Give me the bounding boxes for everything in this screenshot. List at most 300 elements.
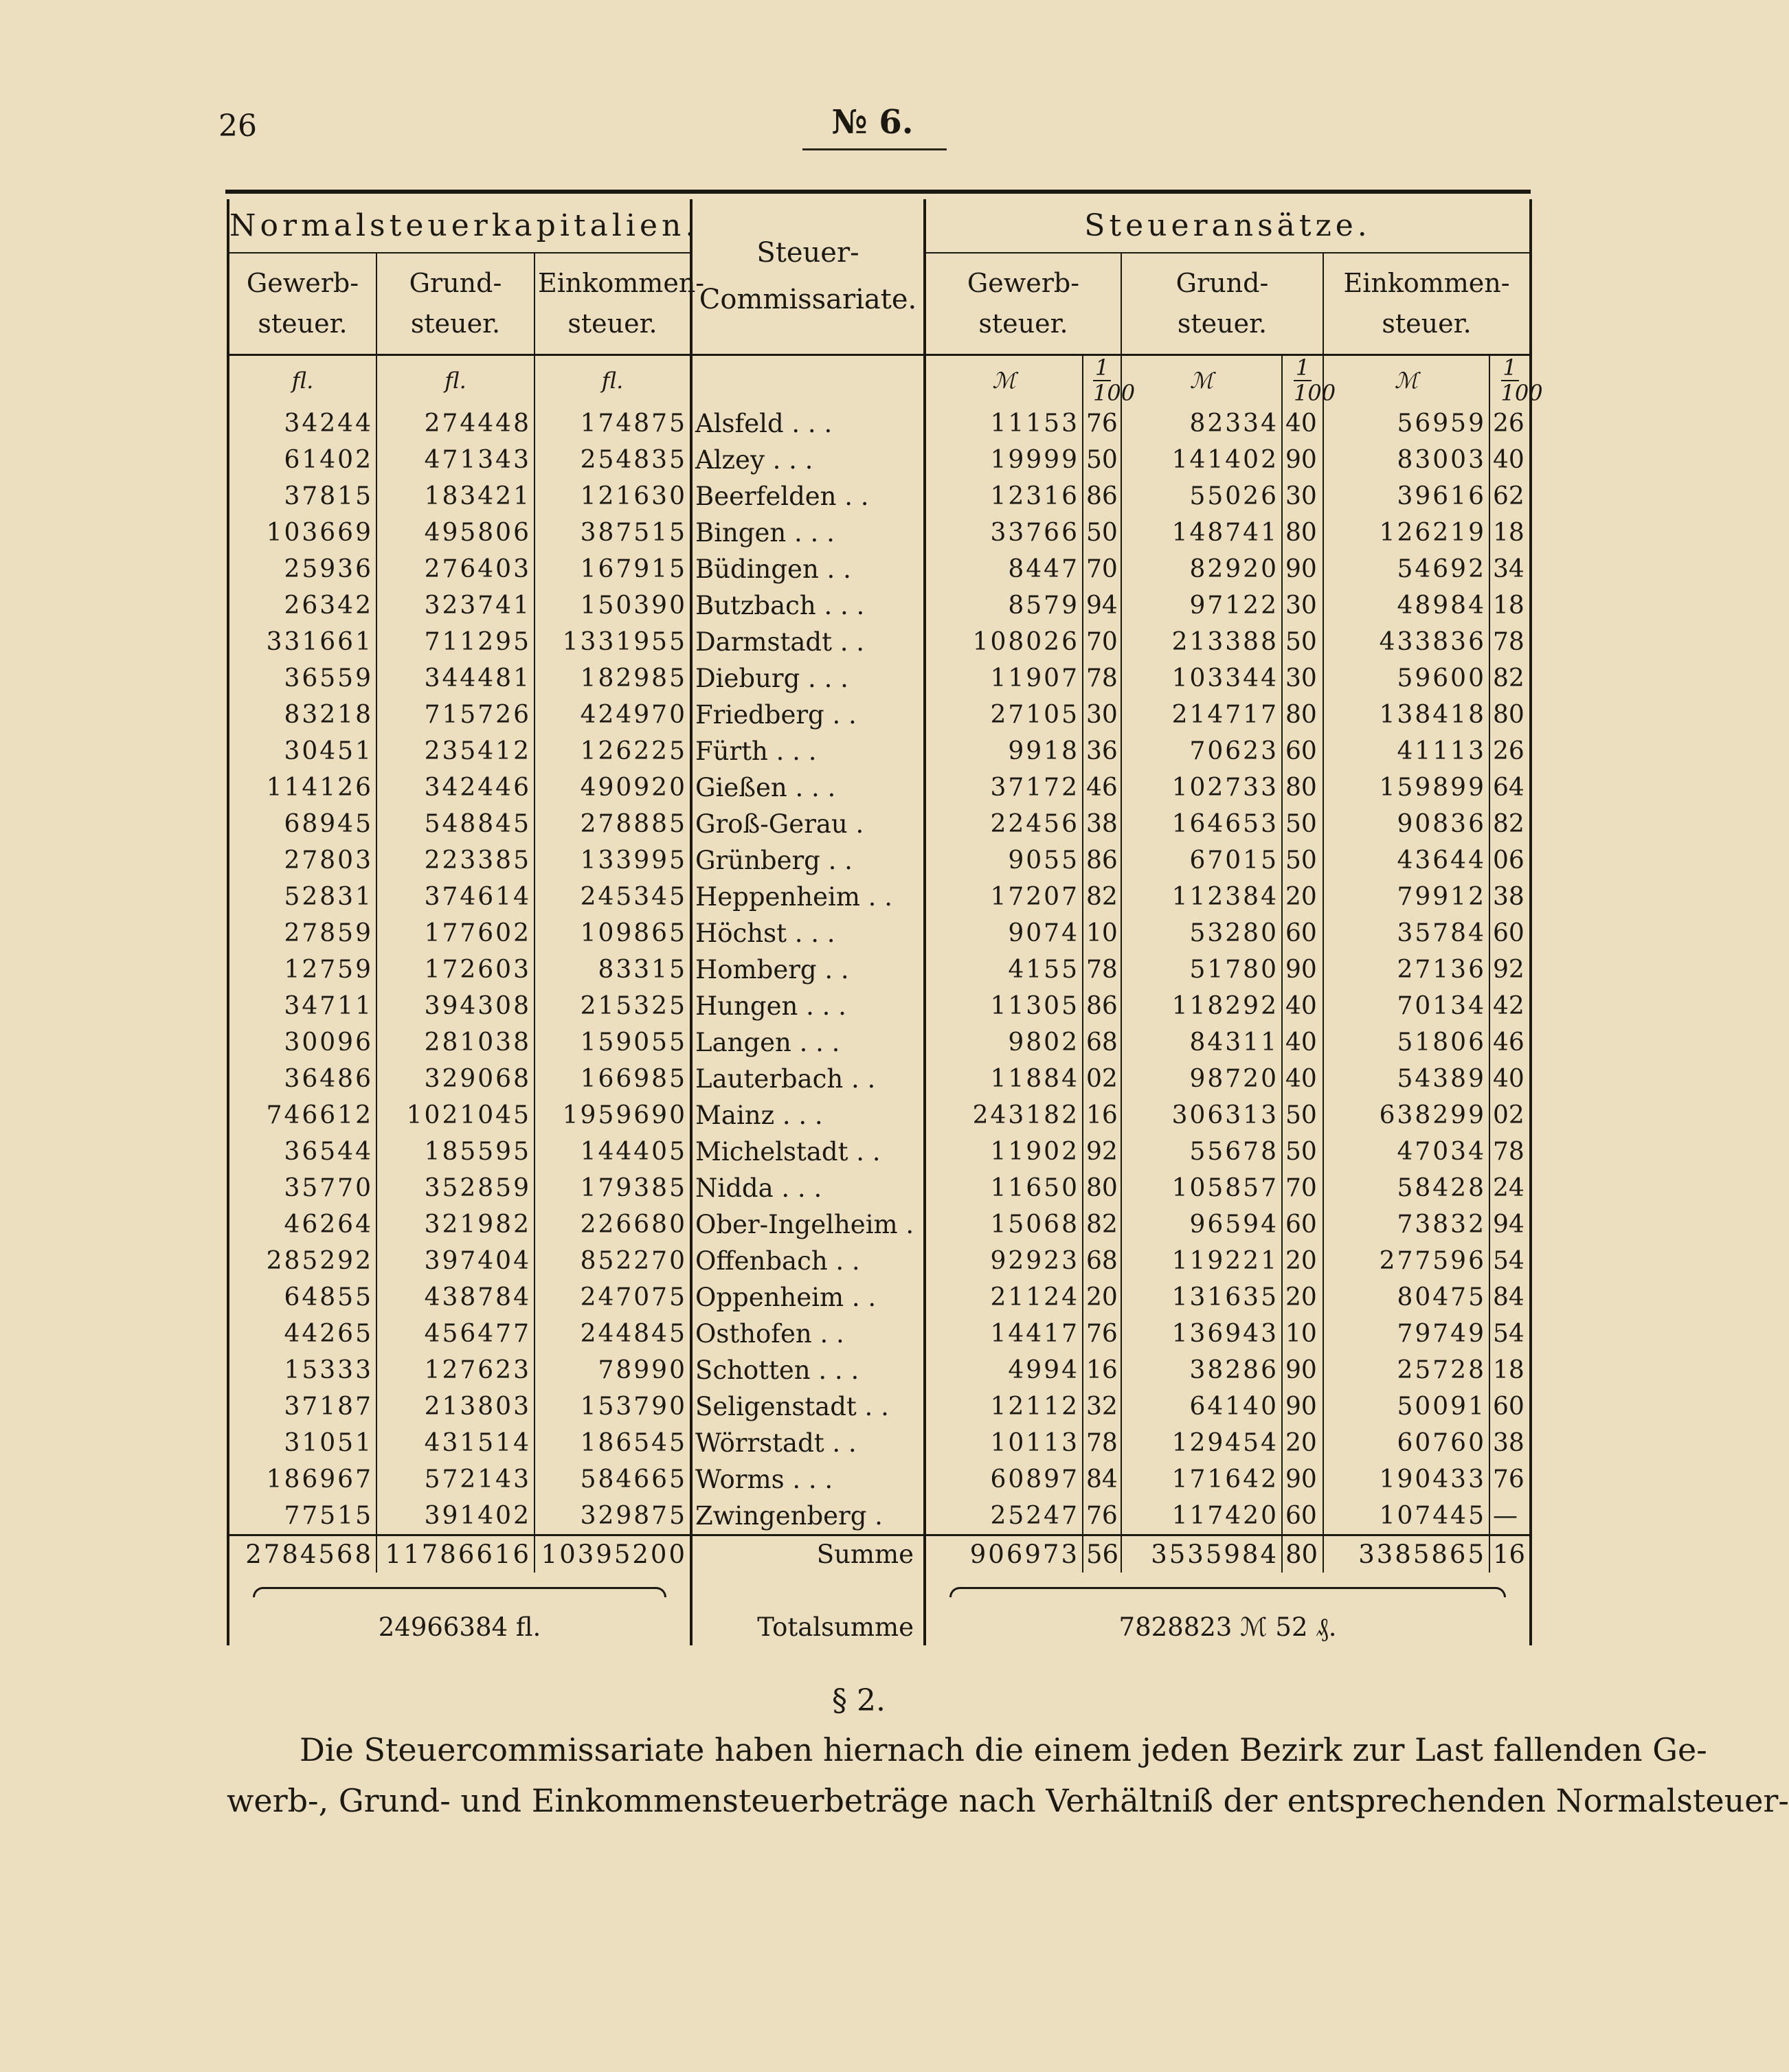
grundsteuer-capital: 329068: [376, 1061, 535, 1097]
gewerbsteuer-capital: 114126: [228, 769, 376, 806]
einkommensteuer-cents: 02: [1489, 1097, 1531, 1134]
commissariat-name: Groß-Gerau .: [691, 806, 925, 842]
einkommensteuer-rate: 60760: [1323, 1425, 1489, 1461]
einkommensteuer-cents: 92: [1489, 951, 1531, 988]
sum-einkommensteuer-cents: 16: [1489, 1535, 1531, 1573]
paragraph-number: § 2.: [832, 1683, 886, 1718]
gewerbsteuer-rate: 4994: [925, 1352, 1083, 1388]
gewerbsteuer-rate: 9802: [925, 1024, 1083, 1061]
gewerbsteuer-rate: 21124: [925, 1279, 1083, 1316]
einkommensteuer-rate: 73832: [1323, 1206, 1489, 1243]
gewerbsteuer-cents: 82: [1083, 1206, 1121, 1243]
gewerbsteuer-capital: 103669: [228, 515, 376, 551]
table-row: [228, 1498, 1531, 1535]
einkommensteuer-capital: 490920: [535, 769, 691, 806]
grundsteuer-rate: 112384: [1121, 879, 1282, 915]
gewerbsteuer-rate: 9074: [925, 915, 1083, 951]
grundsteuer-cents: 90: [1282, 1461, 1323, 1498]
commissariat-name: Worms . . .: [691, 1461, 925, 1498]
gewerbsteuer-cents: 68: [1083, 1024, 1121, 1061]
grundsteuer-capital: 397404: [376, 1243, 535, 1279]
commissariat-name: Seligenstadt . .: [691, 1388, 925, 1425]
einkommensteuer-rate: 80475: [1323, 1279, 1489, 1316]
gewerbsteuer-capital: 27859: [228, 915, 376, 951]
einkommensteuer-rate: 79912: [1323, 879, 1489, 915]
gewerbsteuer-rate: 22456: [925, 806, 1083, 842]
table-row: [228, 951, 1531, 988]
grundsteuer-cents: 80: [1282, 697, 1323, 733]
gewerbsteuer-cents: 50: [1083, 442, 1121, 478]
gewerbsteuer-cents: 80: [1083, 1170, 1121, 1206]
unit-mark: ℳ: [1323, 354, 1489, 405]
grundsteuer-cents: 50: [1282, 806, 1323, 842]
gewerbsteuer-capital: 68945: [228, 806, 376, 842]
gewerbsteuer-rate: 11305: [925, 988, 1083, 1024]
gewerbsteuer-rate: 92923: [925, 1243, 1083, 1279]
gewerbsteuer-rate: 243182: [925, 1097, 1083, 1134]
einkommensteuer-cents: 26: [1489, 405, 1531, 442]
gewerbsteuer-capital: 44265: [228, 1316, 376, 1352]
einkommensteuer-rate: 79749: [1323, 1316, 1489, 1352]
gewerbsteuer-cents: 70: [1083, 624, 1121, 660]
gewerbsteuer-cents: 86: [1083, 988, 1121, 1024]
issue-underline: [802, 148, 947, 150]
grundsteuer-capital: 548845: [376, 806, 535, 842]
gewerbsteuer-rate: 15068: [925, 1206, 1083, 1243]
gewerbsteuer-capital: 83218: [228, 697, 376, 733]
sum-label: Summe: [691, 1535, 925, 1573]
grundsteuer-cents: 40: [1282, 1061, 1323, 1097]
einkommensteuer-cents: 60: [1489, 915, 1531, 951]
gewerbsteuer-rate: 4155: [925, 951, 1083, 988]
einkommensteuer-rate: 58428: [1323, 1170, 1489, 1206]
gewerbsteuer-rate: 108026: [925, 624, 1083, 660]
einkommensteuer-capital: 247075: [535, 1279, 691, 1316]
commissariat-name: Oppenheim . .: [691, 1279, 925, 1316]
gewerbsteuer-rate: 11884: [925, 1061, 1083, 1097]
grundsteuer-rate: 118292: [1121, 988, 1282, 1024]
grundsteuer-cents: 90: [1282, 1388, 1323, 1425]
commissariat-name: Friedberg . .: [691, 697, 925, 733]
grundsteuer-capital: 223385: [376, 842, 535, 879]
page-number: 26: [218, 109, 257, 144]
grundsteuer-cents: 50: [1282, 842, 1323, 879]
gewerbsteuer-capital: 31051: [228, 1425, 376, 1461]
gewerbsteuer-rate: 60897: [925, 1461, 1083, 1498]
einkommensteuer-cents: 82: [1489, 660, 1531, 697]
einkommensteuer-cents: 18: [1489, 515, 1531, 551]
gewerbsteuer-cents: 86: [1083, 842, 1121, 879]
tax-table: [227, 199, 1543, 1645]
table-row: [228, 1206, 1531, 1243]
einkommensteuer-cents: 76: [1489, 1461, 1531, 1498]
grundsteuer-capital: 274448: [376, 405, 535, 442]
gewerbsteuer-cents: 38: [1083, 806, 1121, 842]
unit-fraction: 1 100: [1083, 354, 1121, 405]
gewerbsteuer-capital: 64855: [228, 1279, 376, 1316]
grundsteuer-capital: 172603: [376, 951, 535, 988]
gewerbsteuer-capital: 27803: [228, 842, 376, 879]
grundsteuer-capital: 572143: [376, 1461, 535, 1498]
einkommensteuer-rate: 126219: [1323, 515, 1489, 551]
gewerbsteuer-capital: 746612: [228, 1097, 376, 1134]
commissariat-name: Dieburg . . .: [691, 660, 925, 697]
grundsteuer-cents: 20: [1282, 1243, 1323, 1279]
steueransaetze-group-header: Steueransätze.: [925, 199, 1531, 253]
grundsteuer-cents: 90: [1282, 1352, 1323, 1388]
sum-gewerbsteuer-cents: 56: [1083, 1535, 1121, 1573]
table-row: [228, 442, 1531, 478]
einkommensteuer-capital: 109865: [535, 915, 691, 951]
grundsteuer-cents: 60: [1282, 915, 1323, 951]
einkommensteuer-rate: 83003: [1323, 442, 1489, 478]
grundsteuer-rate: 105857: [1121, 1170, 1282, 1206]
commissariat-name: Heppenheim . .: [691, 879, 925, 915]
gewerbsteuer-cents: 78: [1083, 951, 1121, 988]
grundsteuer-rate: 64140: [1121, 1388, 1282, 1425]
grundsteuer-capital: 342446: [376, 769, 535, 806]
sum-einkommensteuer-capital: 10395200: [535, 1535, 691, 1573]
einkommensteuer-capital: 121630: [535, 478, 691, 515]
einkommensteuer-cents: 80: [1489, 697, 1531, 733]
commissariat-name: Michelstadt . .: [691, 1134, 925, 1170]
grundsteuer-cents: 90: [1282, 551, 1323, 587]
einkommensteuer-cents: 60: [1489, 1388, 1531, 1425]
grundsteuer-cents: 20: [1282, 1425, 1323, 1461]
einkommensteuer-cents: 54: [1489, 1316, 1531, 1352]
table-row: [228, 1316, 1531, 1352]
left-total-brace: [228, 1573, 691, 1609]
gewerbsteuer-rate: 9055: [925, 842, 1083, 879]
gewerbsteuer-cents: 30: [1083, 697, 1121, 733]
einkommensteuer-capital: 245345: [535, 879, 691, 915]
grundsteuer-cents: 40: [1282, 405, 1323, 442]
einkommensteuer-rate: 138418: [1323, 697, 1489, 733]
gewerbsteuer-capital: 61402: [228, 442, 376, 478]
gewerbsteuer-cents: 82: [1083, 879, 1121, 915]
gewerbsteuer-capital: 12759: [228, 951, 376, 988]
einkommensteuer-capital: 186545: [535, 1425, 691, 1461]
commissariat-name: Alsfeld . . .: [691, 405, 925, 442]
einkommensteuer-capital: 254835: [535, 442, 691, 478]
total-steueransaetze: 7828823 ℳ 52 ₰.: [925, 1609, 1531, 1645]
grundsteuer-rate: 306313: [1121, 1097, 1282, 1134]
table-row: [228, 879, 1531, 915]
right-total-brace: [925, 1573, 1531, 1609]
einkommensteuer-capital: 159055: [535, 1024, 691, 1061]
einkommensteuer-capital: 226680: [535, 1206, 691, 1243]
grundsteuer-rate: 55026: [1121, 478, 1282, 515]
gewerbsteuer-rate: 33766: [925, 515, 1083, 551]
table-row: [228, 806, 1531, 842]
gewerbsteuer-rate: 11153: [925, 405, 1083, 442]
grundsteuer-capital: 281038: [376, 1024, 535, 1061]
paragraph-line-2: werb-, Grund- und Einkommensteuerbeträge nach Verhältniß der entsprechenden Normalsteuer-: [227, 1782, 1789, 1819]
grundsteuer-cents: 10: [1282, 1316, 1323, 1352]
commissariat-name: Offenbach . .: [691, 1243, 925, 1279]
gewerbsteuer-cents: 84: [1083, 1461, 1121, 1498]
einkommensteuer-capital: 1331955: [535, 624, 691, 660]
grundsteuer-capital: 127623: [376, 1352, 535, 1388]
einkommensteuer-rate: 70134: [1323, 988, 1489, 1024]
unit-fl: fl.: [228, 354, 376, 405]
gewerbsteuer-cents: 86: [1083, 478, 1121, 515]
einkommensteuer-capital: 852270: [535, 1243, 691, 1279]
einkommensteuer-cents: 40: [1489, 442, 1531, 478]
gewerbsteuer-rate: 37172: [925, 769, 1083, 806]
grundsteuer-cents: 70: [1282, 1170, 1323, 1206]
einkommensteuer-capital: 179385: [535, 1170, 691, 1206]
table-row: [228, 1024, 1531, 1061]
gewerbsteuer-cents: 50: [1083, 515, 1121, 551]
einkommensteuer-rate: 433836: [1323, 624, 1489, 660]
grundsteuer-rate: 213388: [1121, 624, 1282, 660]
gewerbsteuer-rate: 25247: [925, 1498, 1083, 1535]
grundsteuer-rate: 148741: [1121, 515, 1282, 551]
table-row: [228, 624, 1531, 660]
gewerbsteuer-capital: 30451: [228, 733, 376, 769]
commissariat-name: Zwingenberg .: [691, 1498, 925, 1535]
grundsteuer-rate: 119221: [1121, 1243, 1282, 1279]
header-grundsteuer-rate: Grund- steuer.: [1121, 253, 1323, 354]
commissariate-header: Steuer- Commissariate.: [691, 199, 925, 354]
grundsteuer-rate: 141402: [1121, 442, 1282, 478]
einkommensteuer-capital: 167915: [535, 551, 691, 587]
header-einkommensteuer-capital: Einkommen- steuer.: [535, 253, 691, 354]
grundsteuer-cents: 60: [1282, 733, 1323, 769]
grundsteuer-cents: 40: [1282, 988, 1323, 1024]
grundsteuer-capital: 213803: [376, 1388, 535, 1425]
table-row: [228, 733, 1531, 769]
grundsteuer-rate: 103344: [1121, 660, 1282, 697]
einkommensteuer-cents: 34: [1489, 551, 1531, 587]
grundsteuer-cents: 60: [1282, 1498, 1323, 1535]
grundsteuer-capital: 352859: [376, 1170, 535, 1206]
normalsteuer-group-header: Normalsteuerkapitalien.: [228, 199, 691, 253]
issue-number: № 6.: [831, 103, 914, 142]
grundsteuer-rate: 214717: [1121, 697, 1282, 733]
einkommensteuer-rate: 51806: [1323, 1024, 1489, 1061]
grundsteuer-capital: 183421: [376, 478, 535, 515]
grundsteuer-capital: 438784: [376, 1279, 535, 1316]
grundsteuer-rate: 98720: [1121, 1061, 1282, 1097]
einkommensteuer-rate: 25728: [1323, 1352, 1489, 1388]
grundsteuer-rate: 55678: [1121, 1134, 1282, 1170]
grundsteuer-capital: 1021045: [376, 1097, 535, 1134]
commissariat-name: Lauterbach . .: [691, 1061, 925, 1097]
einkommensteuer-cents: 18: [1489, 1352, 1531, 1388]
gewerbsteuer-cents: 76: [1083, 1316, 1121, 1352]
grundsteuer-rate: 82334: [1121, 405, 1282, 442]
grundsteuer-cents: 90: [1282, 951, 1323, 988]
grundsteuer-rate: 84311: [1121, 1024, 1282, 1061]
grundsteuer-cents: 80: [1282, 769, 1323, 806]
einkommensteuer-capital: 424970: [535, 697, 691, 733]
einkommensteuer-cents: 38: [1489, 1425, 1531, 1461]
grundsteuer-rate: 70623: [1121, 733, 1282, 769]
commissariat-name: Wörrstadt . .: [691, 1425, 925, 1461]
table-row: [228, 1243, 1531, 1279]
table-row: [228, 587, 1531, 624]
gewerbsteuer-capital: 46264: [228, 1206, 376, 1243]
gewerbsteuer-rate: 27105: [925, 697, 1083, 733]
table-row: [228, 660, 1531, 697]
table-row: [228, 1388, 1531, 1425]
table-top-rule: [225, 190, 1531, 194]
gewerbsteuer-capital: 30096: [228, 1024, 376, 1061]
einkommensteuer-rate: 35784: [1323, 915, 1489, 951]
sum-gewerbsteuer-capital: 2784568: [228, 1535, 376, 1573]
gewerbsteuer-capital: 52831: [228, 879, 376, 915]
einkommensteuer-capital: 153790: [535, 1388, 691, 1425]
grundsteuer-rate: 53280: [1121, 915, 1282, 951]
commissariat-name: Mainz . . .: [691, 1097, 925, 1134]
einkommensteuer-rate: 41113: [1323, 733, 1489, 769]
table-row: [228, 1170, 1531, 1206]
einkommensteuer-capital: 133995: [535, 842, 691, 879]
grundsteuer-rate: 164653: [1121, 806, 1282, 842]
einkommensteuer-cents: 40: [1489, 1061, 1531, 1097]
sum-grundsteuer-capital: 11786616: [376, 1535, 535, 1573]
unit-fl: fl.: [535, 354, 691, 405]
gewerbsteuer-cents: 32: [1083, 1388, 1121, 1425]
einkommensteuer-capital: 278885: [535, 806, 691, 842]
gewerbsteuer-capital: 331661: [228, 624, 376, 660]
gewerbsteuer-capital: 34244: [228, 405, 376, 442]
einkommensteuer-capital: 584665: [535, 1461, 691, 1498]
commissariat-name: Beerfelden . .: [691, 478, 925, 515]
grundsteuer-capital: 471343: [376, 442, 535, 478]
einkommensteuer-capital: 329875: [535, 1498, 691, 1535]
gewerbsteuer-cents: 20: [1083, 1279, 1121, 1316]
grundsteuer-cents: 50: [1282, 1134, 1323, 1170]
unit-fl: fl.: [376, 354, 535, 405]
einkommensteuer-capital: 83315: [535, 951, 691, 988]
grundsteuer-capital: 394308: [376, 988, 535, 1024]
einkommensteuer-rate: 59600: [1323, 660, 1489, 697]
grundsteuer-cents: 30: [1282, 587, 1323, 624]
sum-gewerbsteuer-rate: 906973: [925, 1535, 1083, 1573]
gewerbsteuer-capital: 26342: [228, 587, 376, 624]
grundsteuer-cents: 30: [1282, 478, 1323, 515]
gewerbsteuer-cents: 78: [1083, 1425, 1121, 1461]
sum-einkommensteuer-rate: 3385865: [1323, 1535, 1489, 1573]
sum-grundsteuer-rate: 3535984: [1121, 1535, 1282, 1573]
grundsteuer-rate: 51780: [1121, 951, 1282, 988]
gewerbsteuer-rate: 17207: [925, 879, 1083, 915]
grundsteuer-capital: 711295: [376, 624, 535, 660]
grundsteuer-capital: 323741: [376, 587, 535, 624]
grundsteuer-capital: 374614: [376, 879, 535, 915]
einkommensteuer-rate: 159899: [1323, 769, 1489, 806]
total-label: Totalsumme: [691, 1609, 925, 1645]
grundsteuer-capital: 321982: [376, 1206, 535, 1243]
unit-mark: ℳ: [925, 354, 1083, 405]
grundsteuer-cents: 50: [1282, 1097, 1323, 1134]
table-row: [228, 769, 1531, 806]
table-row: [228, 1097, 1531, 1134]
gewerbsteuer-capital: 35770: [228, 1170, 376, 1206]
gewerbsteuer-capital: 285292: [228, 1243, 376, 1279]
gewerbsteuer-cents: 94: [1083, 587, 1121, 624]
einkommensteuer-rate: 54389: [1323, 1061, 1489, 1097]
header-grundsteuer-capital: Grund- steuer.: [376, 253, 535, 354]
gewerbsteuer-capital: 25936: [228, 551, 376, 587]
header-gewerbsteuer-rate: Gewerb- steuer.: [925, 253, 1121, 354]
einkommensteuer-cents: 64: [1489, 769, 1531, 806]
einkommensteuer-cents: 62: [1489, 478, 1531, 515]
commissariat-name: Langen . . .: [691, 1024, 925, 1061]
commissariat-name: Bingen . . .: [691, 515, 925, 551]
header-einkommensteuer-rate: Einkommen- steuer.: [1323, 253, 1531, 354]
einkommensteuer-rate: 56959: [1323, 405, 1489, 442]
einkommensteuer-capital: 387515: [535, 515, 691, 551]
einkommensteuer-rate: 54692: [1323, 551, 1489, 587]
gewerbsteuer-capital: 15333: [228, 1352, 376, 1388]
einkommensteuer-cents: —: [1489, 1498, 1531, 1535]
grundsteuer-cents: 20: [1282, 879, 1323, 915]
gewerbsteuer-capital: 36544: [228, 1134, 376, 1170]
gewerbsteuer-cents: 76: [1083, 1498, 1121, 1535]
grundsteuer-capital: 715726: [376, 697, 535, 733]
einkommensteuer-rate: 190433: [1323, 1461, 1489, 1498]
einkommensteuer-rate: 27136: [1323, 951, 1489, 988]
einkommensteuer-cents: 18: [1489, 587, 1531, 624]
grundsteuer-capital: 391402: [376, 1498, 535, 1535]
einkommensteuer-rate: 43644: [1323, 842, 1489, 879]
commissariat-name: Grünberg . .: [691, 842, 925, 879]
table-row: [228, 551, 1531, 587]
grundsteuer-rate: 96594: [1121, 1206, 1282, 1243]
header-gewerbsteuer-capital: Gewerb- steuer.: [228, 253, 376, 354]
einkommensteuer-capital: 215325: [535, 988, 691, 1024]
commissariat-name: Büdingen . .: [691, 551, 925, 587]
grundsteuer-rate: 129454: [1121, 1425, 1282, 1461]
table-row: [228, 1461, 1531, 1498]
commissariat-name: Nidda . . .: [691, 1170, 925, 1206]
einkommensteuer-capital: 1959690: [535, 1097, 691, 1134]
commissariat-name: Schotten . . .: [691, 1352, 925, 1388]
einkommensteuer-cents: 38: [1489, 879, 1531, 915]
unit-mark: ℳ: [1121, 354, 1282, 405]
gewerbsteuer-cents: 02: [1083, 1061, 1121, 1097]
table-row: [228, 405, 1531, 442]
gewerbsteuer-capital: 36486: [228, 1061, 376, 1097]
total-normalsteuer: 24966384 fl.: [228, 1609, 691, 1645]
commissariat-name: Homberg . .: [691, 951, 925, 988]
grundsteuer-capital: 495806: [376, 515, 535, 551]
einkommensteuer-capital: 78990: [535, 1352, 691, 1388]
einkommensteuer-rate: 48984: [1323, 587, 1489, 624]
gewerbsteuer-cents: 16: [1083, 1352, 1121, 1388]
gewerbsteuer-rate: 8579: [925, 587, 1083, 624]
table-body: [228, 405, 1531, 1535]
einkommensteuer-capital: 150390: [535, 587, 691, 624]
einkommensteuer-cents: 46: [1489, 1024, 1531, 1061]
commissariat-name: Butzbach . . .: [691, 587, 925, 624]
einkommensteuer-cents: 06: [1489, 842, 1531, 879]
gewerbsteuer-capital: 77515: [228, 1498, 376, 1535]
gewerbsteuer-capital: 37815: [228, 478, 376, 515]
grundsteuer-capital: 344481: [376, 660, 535, 697]
table-row: [228, 915, 1531, 951]
unit-fraction: 1 100: [1282, 354, 1323, 405]
einkommensteuer-cents: 82: [1489, 806, 1531, 842]
gewerbsteuer-cents: 70: [1083, 551, 1121, 587]
table-row: [228, 1061, 1531, 1097]
gewerbsteuer-capital: 36559: [228, 660, 376, 697]
gewerbsteuer-cents: 36: [1083, 733, 1121, 769]
